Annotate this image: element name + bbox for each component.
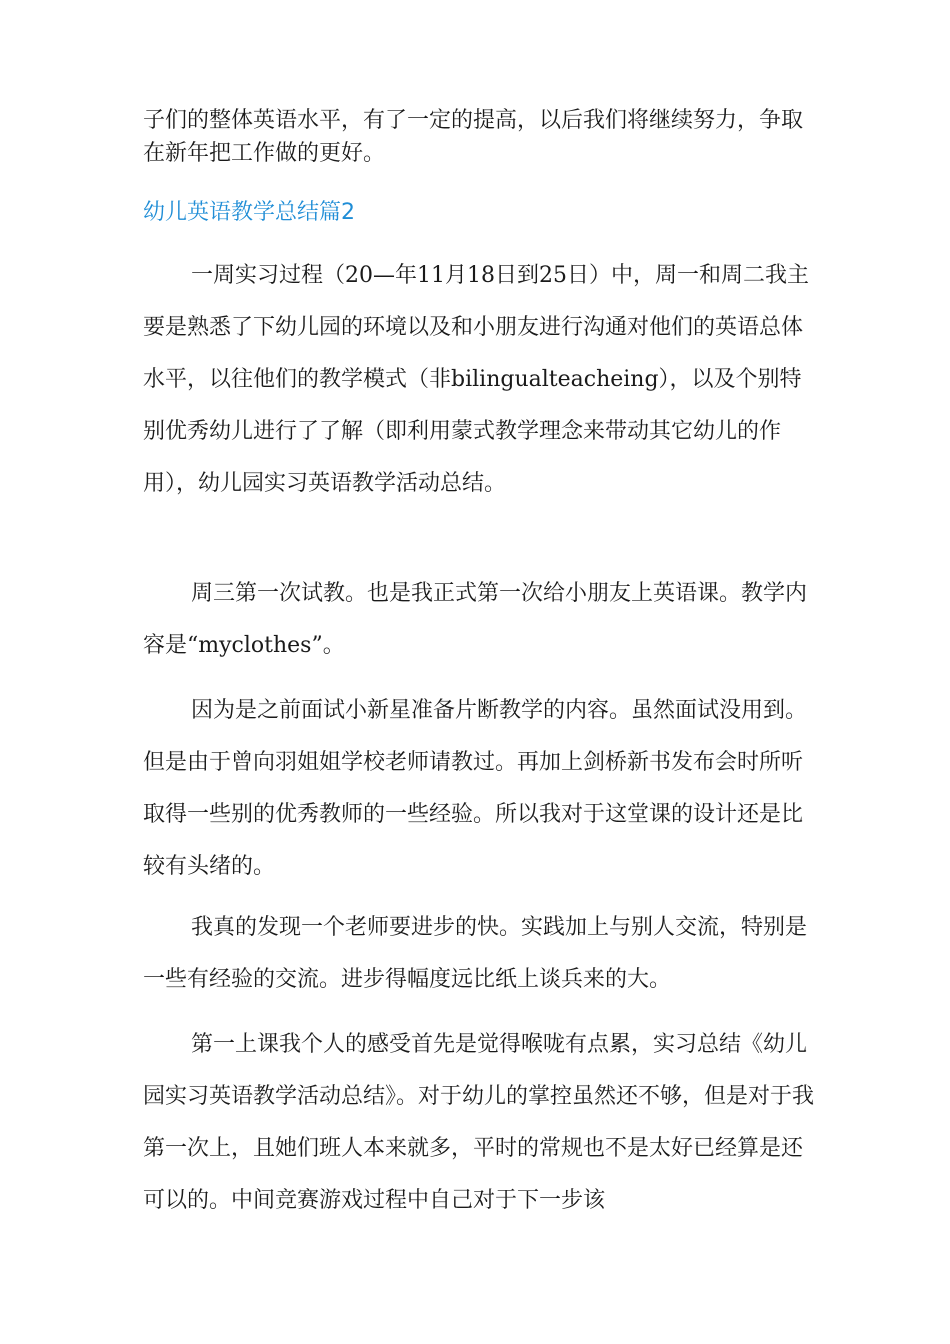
lead-paragraph: 子们的整体英语水平，有了一定的提高，以后我们将继续努力，争取在新年把工作做的更好。 (143, 108, 804, 166)
body-paragraph-4: 我真的发现一个老师要进步的快。实践加上与别人交流，特别是一些有经验的交流。进步得幅度远比纸上谈兵来的大。 (143, 915, 808, 992)
section-heading: 幼儿英语教学总结篇2 (143, 200, 355, 225)
body-paragraph-5: 第一上课我个人的感受首先是觉得喉咙有点累，实习总结《幼儿园实习英语教学活动总结》。对于幼儿的掌控虽然还不够，但是对于我第一次上，且她们班人本来就多，平时的常规也不是太好已经算是还可以的。中间竞赛游戏过程中自己对于下一步该 (143, 1032, 815, 1213)
body-paragraph-3: 因为是之前面试小新星准备片断教学的内容。虽然面试没用到。但是由于曾向羽姐姐学校老师请教过。再加上剑桥新书发布会时所听取得一些别的优秀教师的一些经验。所以我对于这堂课的设计还是比较有头绪的。 (143, 698, 808, 879)
body-paragraph-2: 周三第一次试教。也是我正式第一次给小朋友上英语课。教学内容是“myclothes”。 (143, 581, 808, 658)
body-paragraph-1: 一周实习过程（20—年11月18日到25日）中，周一和周二我主要是熟悉了下幼儿园的环境以及和小朋友进行沟通对他们的英语总体水平，以往他们的教学模式（非bilingualteacheing），以及个别特别优秀幼儿进行了了解（即利用蒙式教学理念来带动其它幼儿的作用），幼儿园实习英语教学活动总结。 (143, 263, 809, 496)
